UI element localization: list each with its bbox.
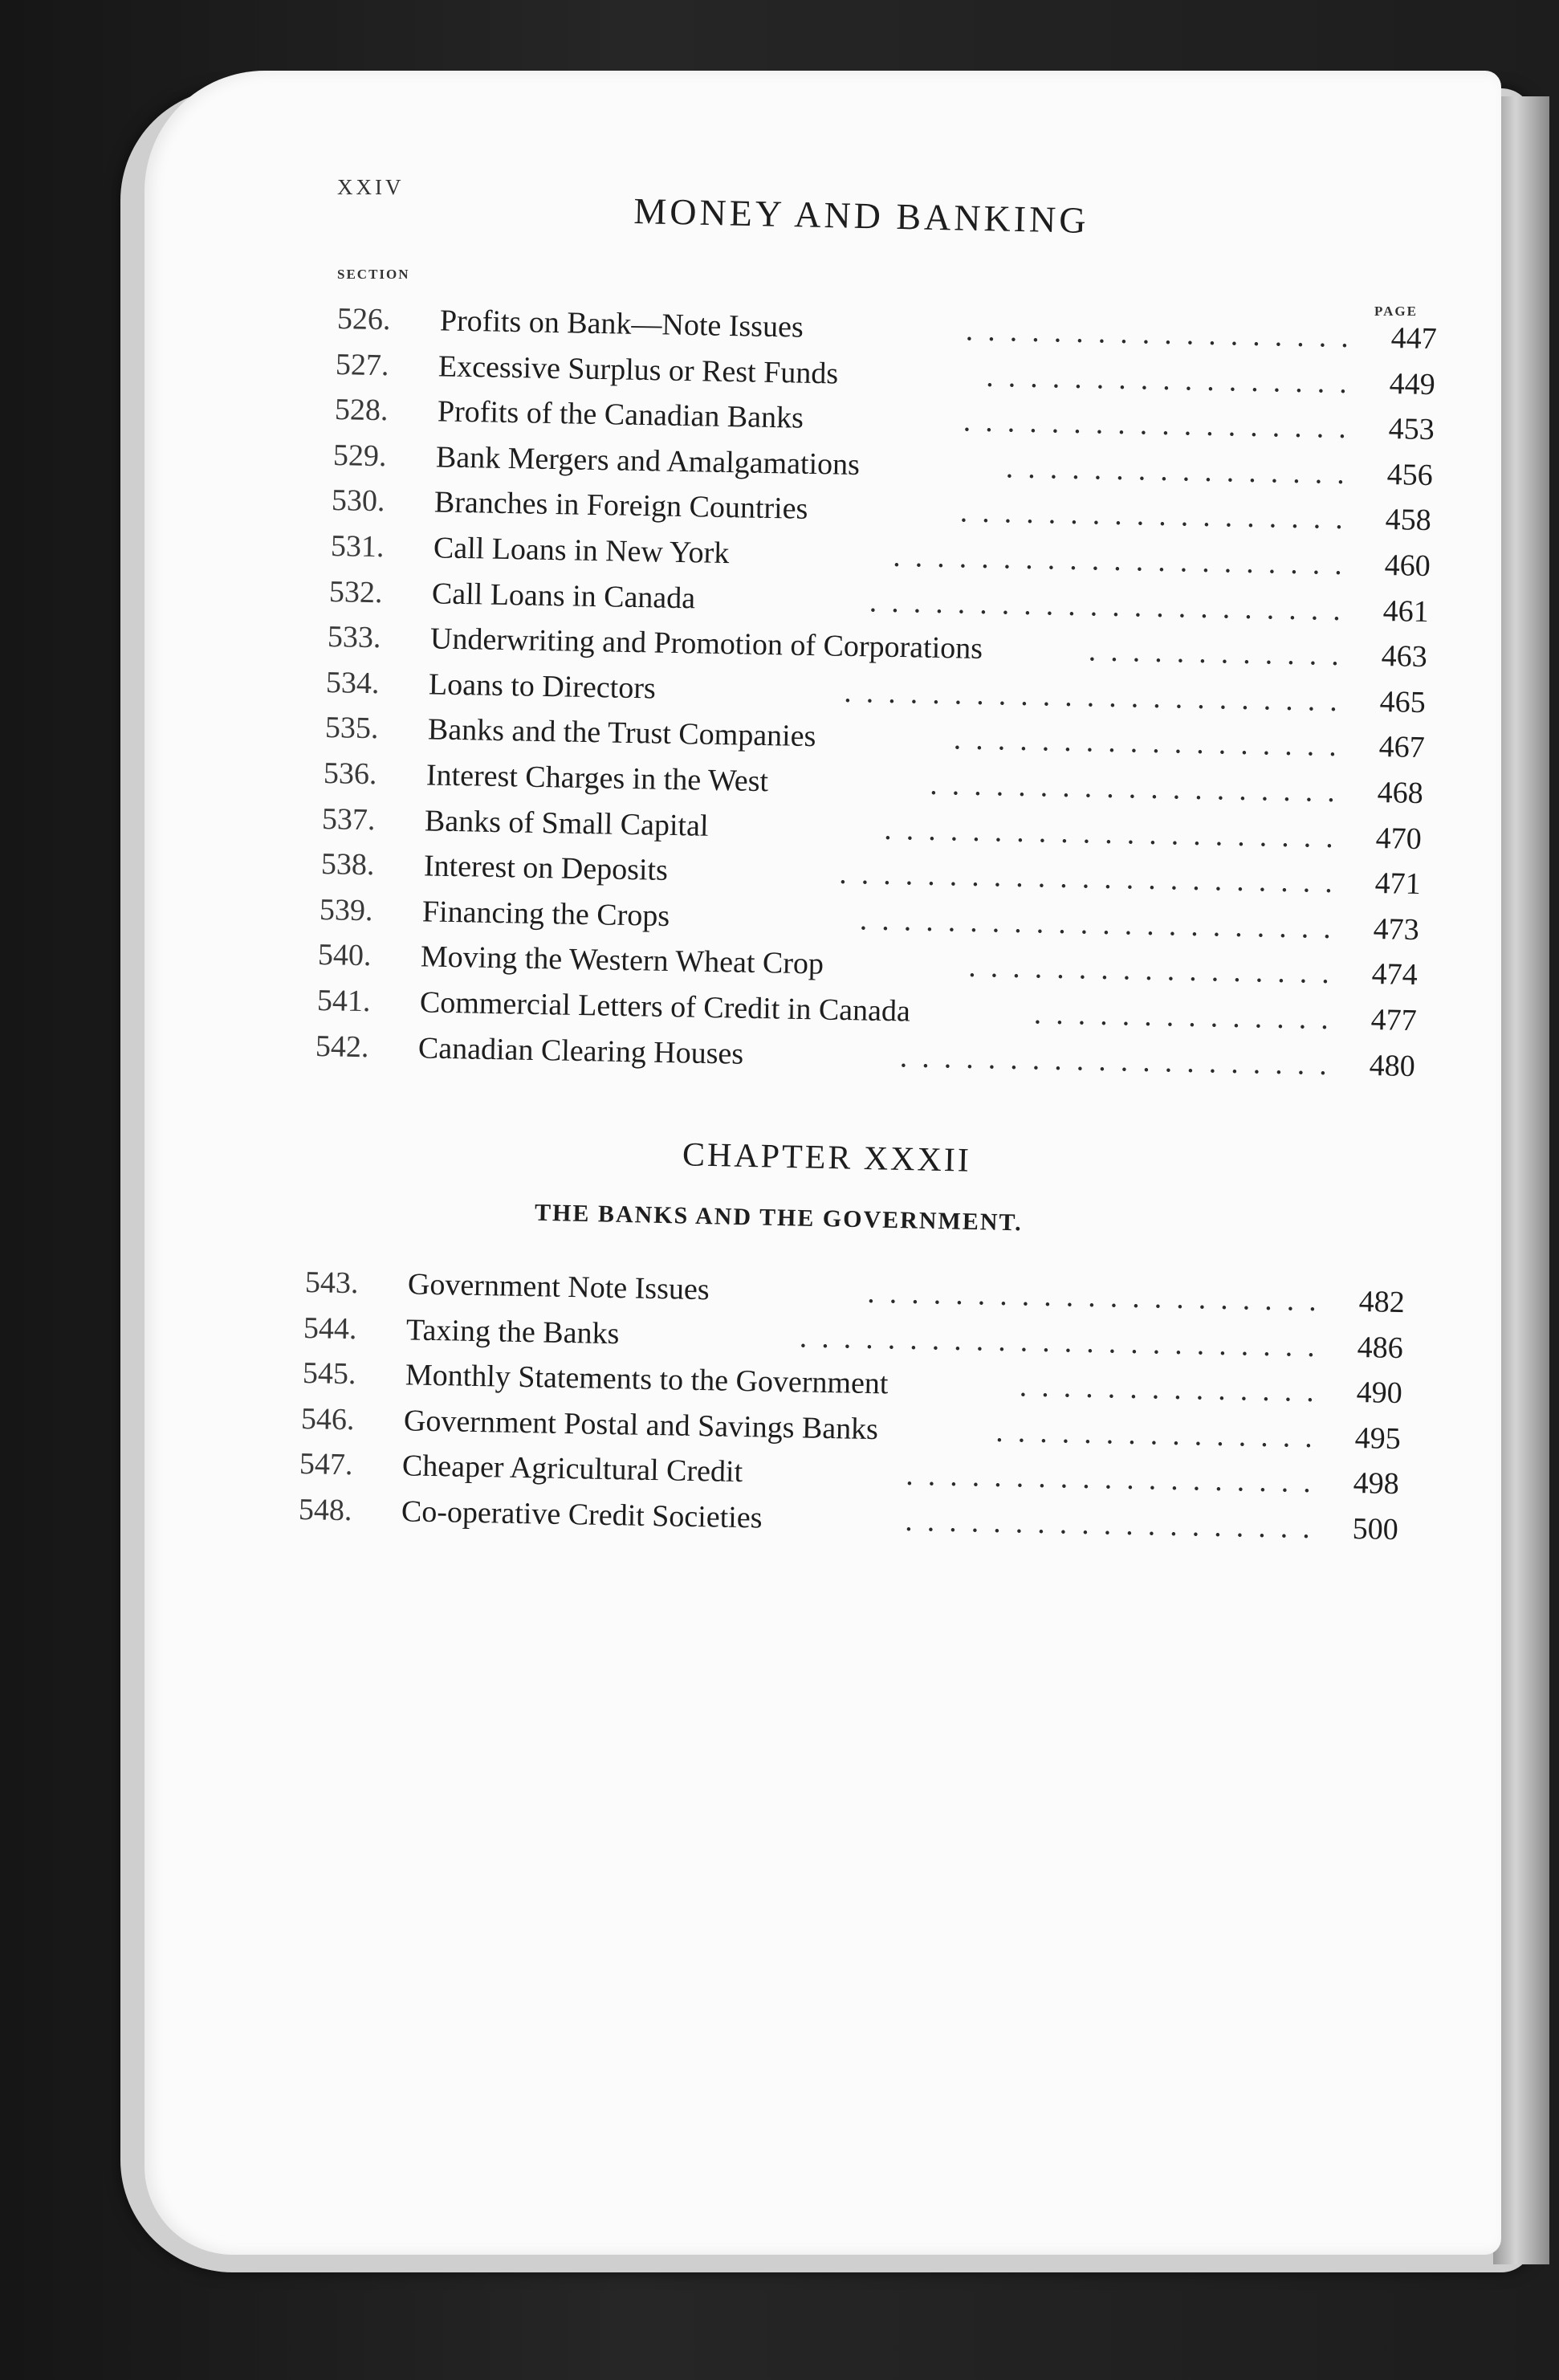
toc-entry-title: Banks of Small Capital: [424, 803, 710, 843]
toc-entry-title: Call Loans in New York: [433, 531, 730, 571]
toc-section-number: 540.: [317, 938, 372, 973]
toc-section-number: 546.: [300, 1401, 355, 1437]
toc-section-number: 534.: [326, 665, 381, 701]
toc-page-number: 474: [1371, 957, 1419, 992]
toc-section-number: 544.: [303, 1310, 358, 1346]
toc-section-number: 527.: [335, 347, 390, 382]
chapter-subtitle: THE BANKS AND THE GOVERNMENT.: [534, 1199, 1024, 1237]
toc-page-number: 480: [1369, 1048, 1415, 1083]
toc-page-number: 498: [1353, 1466, 1400, 1502]
dot-leader: .....................: [866, 1275, 1332, 1318]
toc-page-number: 482: [1358, 1285, 1406, 1320]
dot-leader: .......................: [844, 674, 1353, 719]
toc-section-number: 547.: [299, 1447, 354, 1482]
toc-entry-title: Bank Mergers and Amalgamations: [435, 440, 861, 482]
dot-leader: ..................: [953, 722, 1351, 764]
toc-entry-title: Interest on Deposits: [423, 849, 668, 888]
dot-leader: .....................: [892, 539, 1357, 582]
toc-entry-title: Loans to Directors: [428, 667, 657, 706]
dot-leader: .....................: [884, 812, 1349, 855]
toc-page-number: 453: [1387, 412, 1435, 447]
toc-page-number: 460: [1383, 548, 1431, 584]
toc-section-number: 537.: [321, 801, 377, 837]
dot-leader: .................: [968, 950, 1345, 991]
toc-page-number: 467: [1378, 730, 1425, 765]
toc-entry-title: Commercial Letters of Credit in Canada: [419, 985, 910, 1029]
toc-section-number: 533.: [327, 620, 381, 655]
toc-section-number: 543.: [304, 1265, 359, 1301]
toc-section-number: 538.: [320, 847, 375, 882]
toc-entry-title: Profits of the Canadian Banks: [437, 394, 804, 435]
toc-entry-title: Canadian Clearing Houses: [417, 1030, 744, 1071]
book-spine: [1493, 96, 1549, 2264]
toc-section-number: 545.: [302, 1356, 356, 1392]
toc-entry-title: Financing the Crops: [421, 895, 670, 933]
toc-section-number: 535.: [324, 711, 379, 746]
toc-entry-title: Cheaper Agricultural Credit: [401, 1449, 743, 1490]
toc-page-number: 495: [1354, 1420, 1402, 1456]
dot-leader: ..................: [965, 313, 1364, 355]
toc-entry-title: Profits on Bank—Note Issues: [439, 304, 804, 344]
toc-page-number: 465: [1379, 684, 1427, 719]
dot-leader: ........................: [799, 1319, 1330, 1364]
toc-entry-title: Banks and the Trust Companies: [427, 712, 816, 754]
toc-page-number: 463: [1381, 639, 1428, 674]
dot-leader: ............: [1088, 634, 1354, 673]
toc-entry-title: Underwriting and Promotion of Corporations: [429, 621, 983, 666]
toc-page-number: 477: [1370, 1003, 1417, 1038]
chapter-heading: CHAPTER XXXII: [682, 1136, 972, 1180]
page-number: XXIV: [337, 175, 405, 199]
toc-section-number: 539.: [319, 892, 373, 928]
toc-entry-title: Excessive Surplus or Rest Funds: [438, 348, 839, 391]
toc-page-number: 490: [1355, 1375, 1402, 1411]
dot-leader: ..............: [1032, 996, 1343, 1037]
toc-entry-title: Taxing the Banks: [405, 1312, 621, 1351]
dot-leader: ..............: [1019, 1369, 1329, 1409]
toc-entry-title: Monthly Statements to the Government: [405, 1358, 889, 1401]
toc-page-number: 486: [1357, 1330, 1404, 1365]
page-column-label: PAGE: [1374, 304, 1418, 319]
dot-leader: ...............: [995, 1414, 1328, 1455]
toc-entry-title: Call Loans in Canada: [431, 576, 696, 615]
dot-leader: ..................: [959, 495, 1358, 536]
toc-page-number: 456: [1386, 457, 1434, 492]
dot-leader: ....................: [899, 1039, 1341, 1082]
toc-entry-title: Government Note Issues: [407, 1267, 710, 1307]
toc-section-number: 528.: [334, 393, 389, 428]
toc-page-number: 458: [1385, 503, 1432, 538]
toc-page-number: 449: [1389, 366, 1436, 401]
dot-leader: ...................: [906, 1458, 1326, 1500]
toc-page-number: 447: [1390, 321, 1438, 357]
dot-leader: ................: [1005, 450, 1360, 491]
toc-section-number: 532.: [328, 574, 383, 609]
dot-leader: .......................: [838, 857, 1347, 900]
toc-section-number: 542.: [315, 1029, 369, 1064]
toc-entry-title: Moving the Western Wheat Crop: [420, 939, 824, 981]
toc-entry-title: Interest Charges in the West: [425, 758, 769, 799]
dot-leader: ...................: [929, 767, 1350, 809]
section-column-label: SECTION: [337, 267, 410, 282]
toc-page-number: 473: [1373, 911, 1420, 947]
toc-section-number: 526.: [336, 302, 391, 337]
toc-section-number: 529.: [332, 438, 387, 474]
toc-page-number: 471: [1374, 866, 1421, 902]
toc-entry-title: Government Postal and Savings Banks: [403, 1404, 879, 1446]
dot-leader: ...................: [904, 1503, 1325, 1546]
toc-section-number: 536.: [323, 756, 377, 792]
toc-section-number: 530.: [331, 483, 386, 519]
page-title: MONEY AND BANKING: [633, 190, 1090, 241]
dot-leader: ......................: [869, 584, 1355, 628]
dot-leader: ..................: [963, 404, 1361, 446]
dot-leader: ......................: [859, 903, 1346, 946]
toc-section-number: 548.: [298, 1493, 352, 1528]
toc-page-number: 500: [1351, 1512, 1398, 1547]
toc-page-number: 470: [1375, 821, 1423, 856]
toc-section-number: 541.: [316, 984, 371, 1019]
toc-page-number: 468: [1377, 776, 1424, 811]
toc-section-number: 531.: [330, 529, 385, 564]
dot-leader: .................: [986, 359, 1362, 401]
toc-entry-title: Co-operative Credit Societies: [401, 1494, 763, 1535]
toc-page-number: 461: [1382, 593, 1429, 629]
toc-entry-title: Branches in Foreign Countries: [434, 485, 808, 527]
